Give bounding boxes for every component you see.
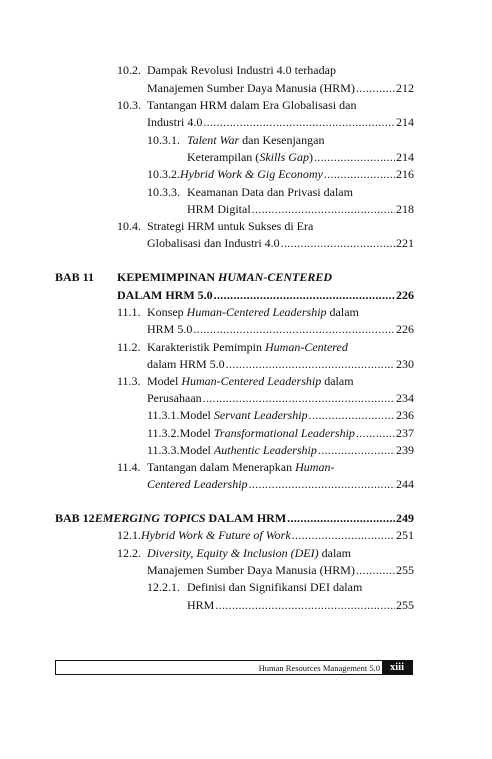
italic-term: Human-Centered Leadership [186,305,327,319]
page-number: 251 [396,528,414,542]
section-title [147,339,348,355]
title-text: Konsep [147,305,187,319]
section-title-cont: Industri 4.0 [147,115,203,129]
italic-term: Transformational Leadership [213,426,355,440]
title-text: Tantangan dalam Menerapkan [147,460,296,474]
italic-term: Human-Centered [264,340,348,354]
page-number: 226 [396,322,414,336]
section-title-cont: dalam HRM 5.0 [147,357,225,371]
section-number: 11.3.3. [147,443,180,457]
italic-term: Authentic Leadership [213,443,317,457]
section-title [147,373,354,389]
toc-entry-10-3-3-line2 [187,201,414,217]
chapter-title [95,510,286,526]
page-footer [55,660,413,675]
toc-entry-10-2-line1 [117,62,414,78]
section-title [187,132,324,148]
dot-leader [309,407,395,423]
italic-term: Diversity, Equity & Inclusion (DEI) [147,546,319,560]
section-title-cont: Globalisasi dan Industri 4.0 [147,236,280,250]
toc-entry-12-2-1-line2 [187,597,414,613]
title-text: dalam [321,374,354,388]
title-text: ) [308,150,313,164]
section-title-cont [187,149,313,165]
dot-leader [203,390,395,406]
section-title [147,304,359,320]
title-text: Model [179,408,214,422]
title-text: KEPEMIMPINAN [117,270,218,284]
page-number: 226 [396,288,414,302]
title-text: dalam [318,546,351,560]
chapter-label: BAB 11 [55,270,95,284]
toc-entry-11-1-line2 [147,321,414,337]
toc-entry-11-3-line1 [117,373,414,389]
toc-entry-11-4-line1 [117,459,414,475]
section-title [180,425,355,441]
section-number: 12.2. [117,546,141,560]
section-number: 10.4. [117,219,141,233]
section-title-cont: HRM 5.0 [147,322,193,336]
page-number: 214 [396,115,414,129]
section-title: Hybrid Work & Future of Work [141,528,291,542]
page-number: 218 [396,202,414,216]
section-number: 11.3.1. [147,408,180,422]
dot-leader [324,166,395,182]
section-title [180,442,317,458]
page-number: 255 [396,563,414,577]
section-title: Strategi HRM untuk Sukses di Era [147,219,314,233]
section-title: Dampak Revolusi Industri 4.0 terhadap [147,63,336,77]
section-number: 11.4. [117,460,141,474]
italic-term: Talent War [187,133,240,147]
dot-leader [193,321,395,337]
section-number: 11.3. [117,374,141,388]
section-title: Definisi dan Signifikansi DEI dalam [187,580,363,594]
toc-entry-12-1 [117,527,414,543]
title-text: Model [179,426,214,440]
dot-leader [292,527,395,543]
page-number: 239 [396,443,414,457]
page-number: 230 [396,357,414,371]
dot-leader [215,597,395,613]
section-number: 10.3.3. [147,185,180,199]
dot-leader [318,442,395,458]
section-title [147,459,334,475]
italic-term: Servant Leadership [213,408,308,422]
italic-term: EMERGING TOPICS [94,511,206,525]
chapter-title [117,269,332,285]
toc-entry-11-3-line2 [147,390,414,406]
footer-page-number: xiii [382,661,412,674]
toc-entry-11-2-line1 [117,339,414,355]
section-title-cont: HRM Digital [187,202,251,216]
section-title: Tantangan HRM dalam Era Globalisasi dan [147,98,357,112]
page-number: 255 [396,598,414,612]
toc-entry-12-2-1-line1 [147,579,414,595]
section-title-cont: Manajemen Sumber Daya Manusia (HRM) [147,81,355,95]
chapter-heading-11-line1 [55,269,414,285]
dot-leader [214,287,395,303]
title-text: Model [179,443,214,457]
section-number: 12.1. [117,528,141,542]
section-title-cont: Perusahaan [147,391,202,405]
italic-term: HUMAN-CENTERED [218,270,333,284]
title-text: dalam [326,305,359,319]
footer-book-title: Human Resources Management 5.0 [258,663,380,673]
chapter-heading-12 [55,510,414,526]
page-number: 216 [396,167,414,181]
title-text: Model [147,374,182,388]
dot-leader [203,114,395,130]
page-number: 244 [396,477,414,491]
chapter-heading-11-line2 [117,287,414,303]
title-text: Karakteristik Pemimpin [147,340,265,354]
section-title: Hybrid Work & Gig Economy [180,167,323,181]
toc-entry-11-3-1 [147,407,414,423]
title-text: DALAM HRM [205,511,287,525]
toc-entry-10-3-line1 [117,97,414,113]
toc-entry-10-3-1-line1 [147,132,414,148]
dot-leader [281,235,395,251]
page-number: 236 [396,408,414,422]
chapter-title-cont: DALAM HRM 5.0 [117,288,213,302]
section-title-cont: Centered Leadership [147,477,248,491]
dot-leader [226,356,395,372]
section-number: 11.3.2. [147,426,180,440]
italic-term: Skills Gap [259,150,309,164]
toc-entry-10-3-line2 [147,114,414,130]
toc-entry-10-3-2 [147,166,414,182]
toc-entry-11-3-2 [147,425,414,441]
toc-entry-10-2-line2 [147,80,414,96]
toc-entry-12-2-line1 [117,545,414,561]
toc-entry-10-3-3-line1 [147,184,414,200]
section-number: 10.3.1. [147,133,180,147]
toc-entry-11-3-3 [147,442,414,458]
dot-leader [356,562,395,578]
toc-entry-11-4-line2 [147,476,414,492]
page-number: 212 [396,81,414,95]
page-number: 214 [396,150,414,164]
section-number: 11.2. [117,340,141,354]
section-title-cont: Manajemen Sumber Daya Manusia (HRM) [147,563,355,577]
dot-leader [356,80,395,96]
toc-entry-12-2-line2 [147,562,414,578]
title-text: dan Kesenjangan [239,133,325,147]
section-number: 10.2. [117,63,141,77]
page-number: 221 [396,236,414,250]
section-number: 12.2.1. [147,580,180,594]
dot-leader [356,425,395,441]
page-number: 249 [396,511,414,525]
section-number: 10.3. [117,98,141,112]
page-number: 237 [396,426,414,440]
section-number: 11.1. [117,305,141,319]
toc-entry-10-3-1-line2 [187,149,414,165]
toc-entry-10-4-line1 [117,218,414,234]
toc-entry-11-1-line1 [117,304,414,320]
italic-term: Human-Centered Leadership [181,374,322,388]
section-title-cont: HRM [187,598,215,612]
toc-entry-11-2-line2 [147,356,414,372]
italic-term: Human- [295,460,335,474]
chapter-label: BAB 12 [55,511,95,525]
title-text: Keterampilan ( [187,150,260,164]
dot-leader [314,149,395,165]
section-title [180,407,308,423]
section-title: Keamanan Data dan Privasi dalam [187,185,353,199]
section-number: 10.3.2. [147,167,180,181]
section-title [147,545,351,561]
dot-leader [249,476,395,492]
dot-leader [287,510,395,526]
page-number: 234 [396,391,414,405]
toc-entry-10-4-line2 [147,235,414,251]
dot-leader [252,201,395,217]
